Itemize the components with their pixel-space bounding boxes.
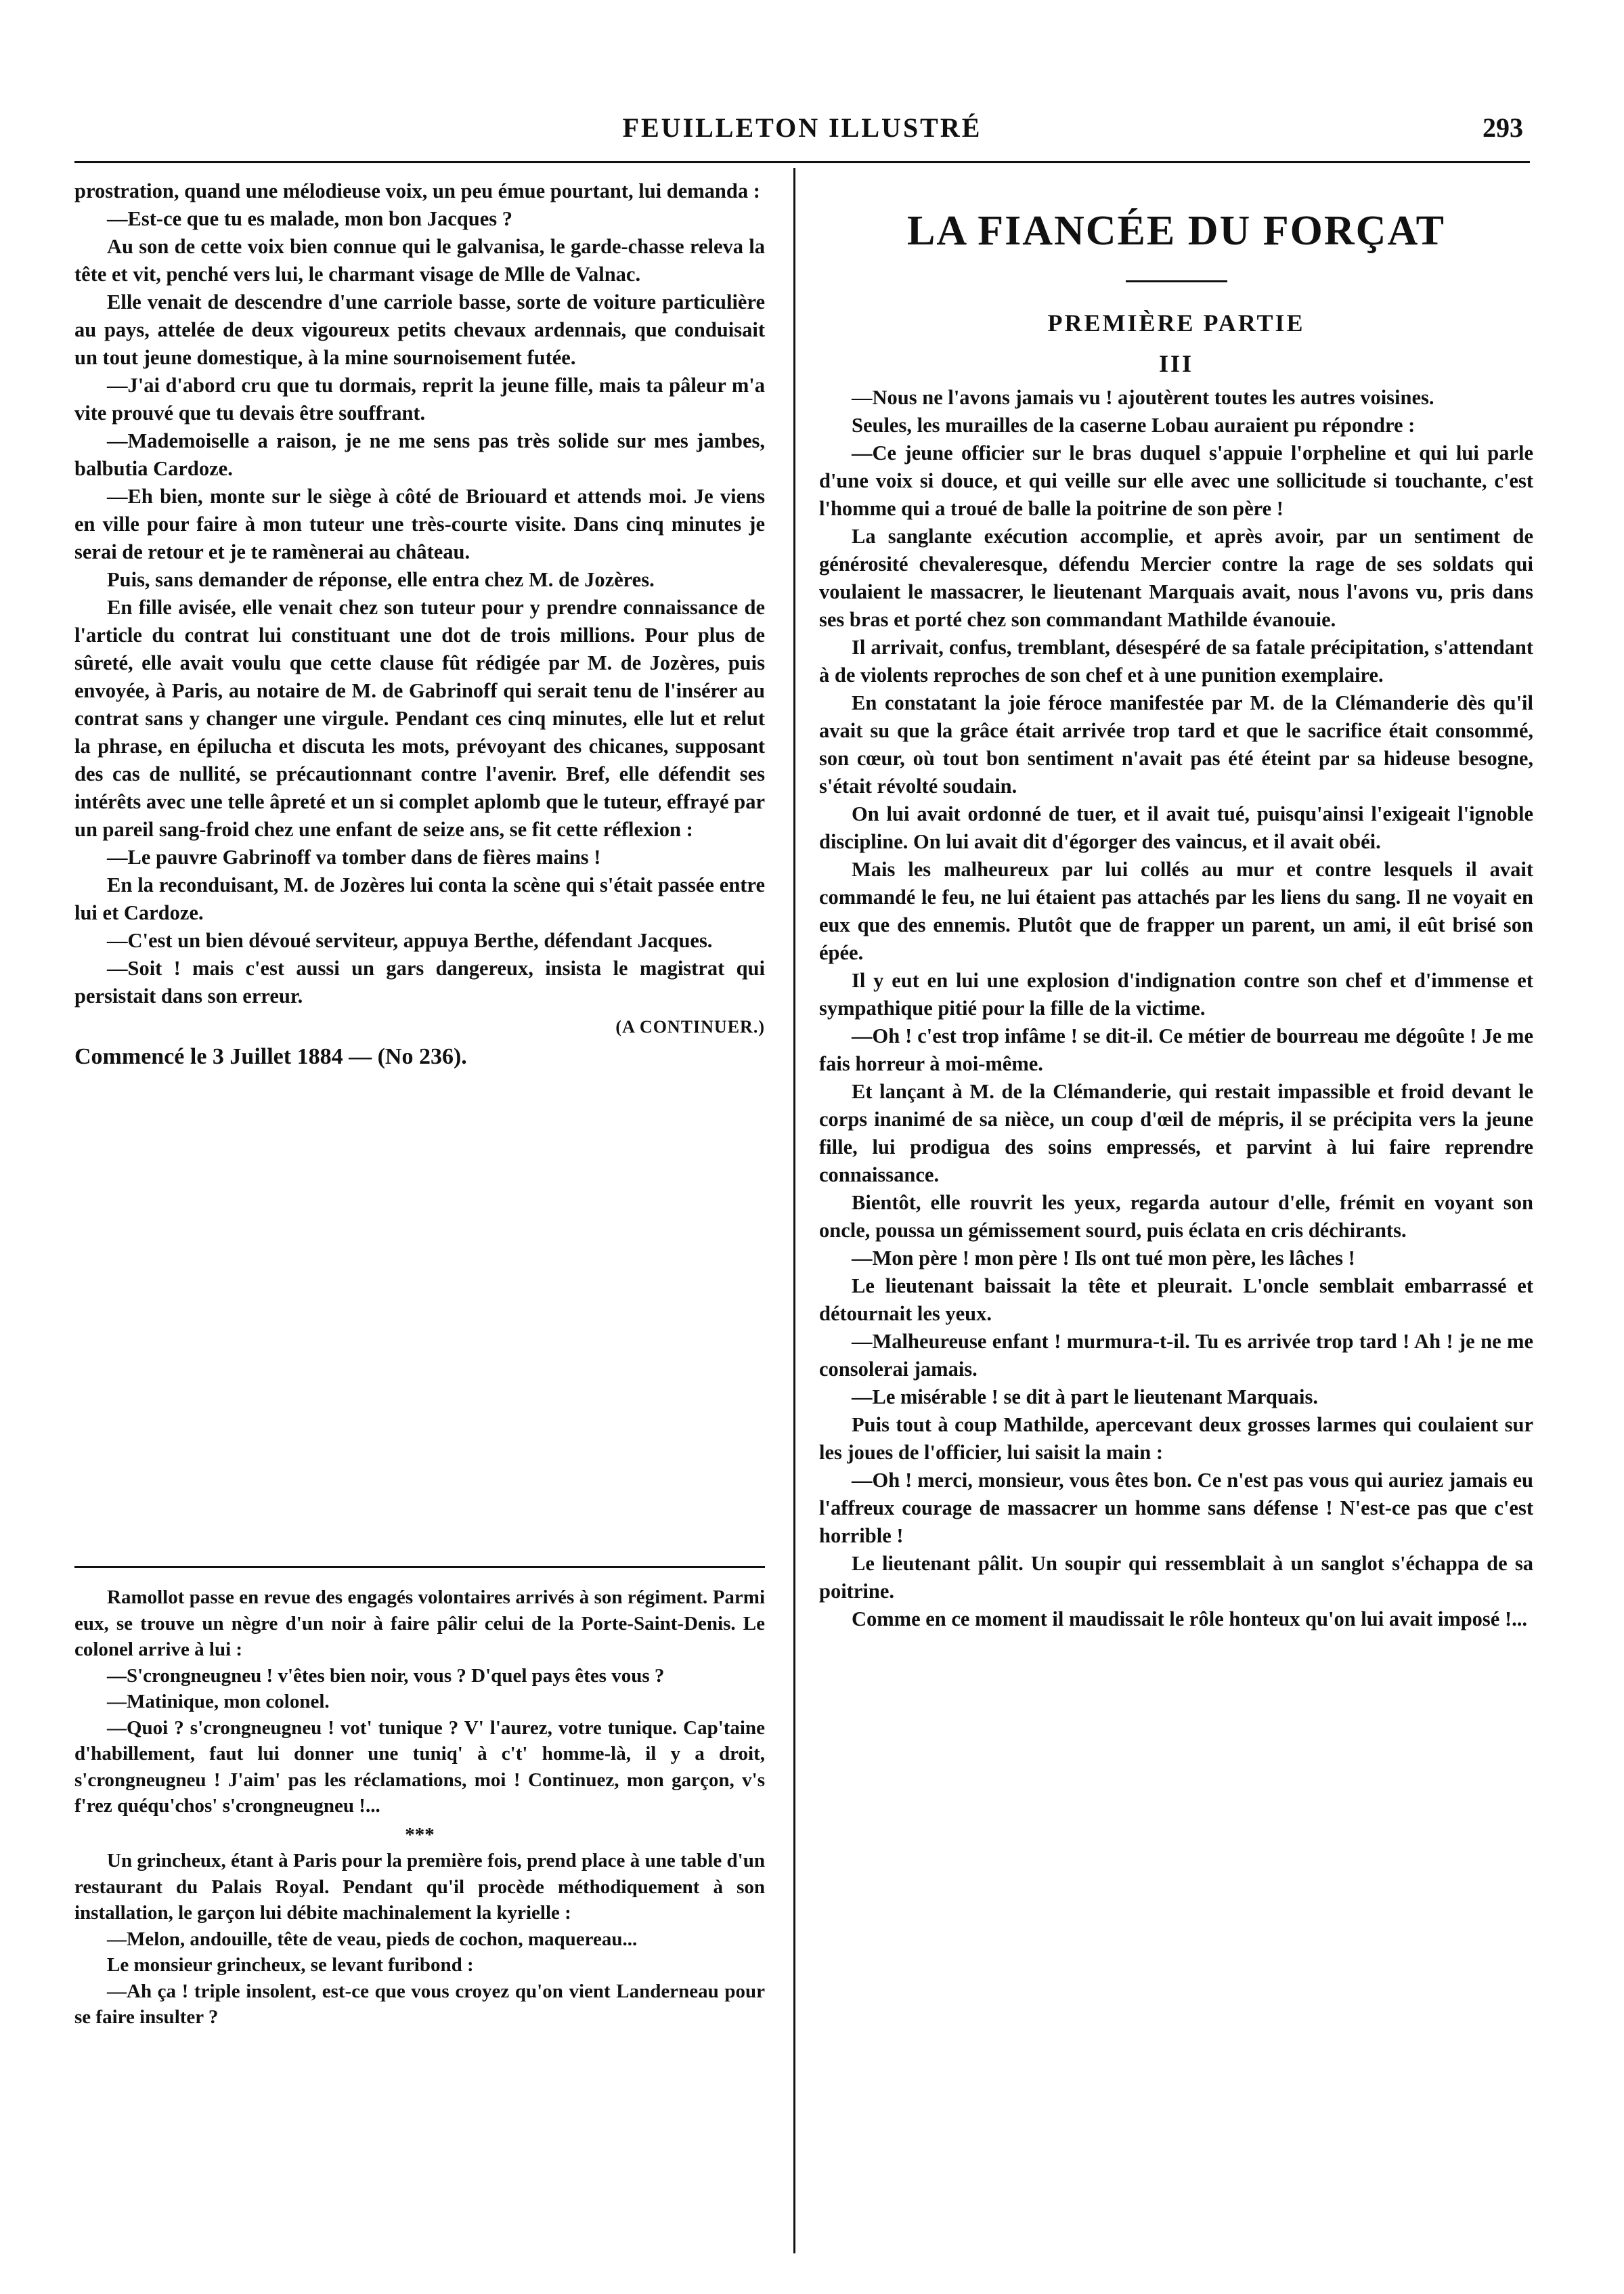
- paragraph: —Ah ça ! triple insolent, est-ce que vous croyez qu'on vient Landerneau pour se faire insulter ?: [74, 1980, 765, 2028]
- paragraph: —Quoi ? s'crongneugneu ! vot' tunique ? V' l'aurez, votre tunique. Cap'taine d'habillement, faut lui donner une tuniq' à c't' homme-là, il y a droit, s'crongneugneu ! J'aim' pas les réclamations, moi ! Continuez, mon garçon, v's f'rez quéqu'chos' s'crongneugneu !...: [74, 1716, 765, 1817]
- right-column: [819, 177, 1533, 1633]
- paragraph: —Mon père ! mon père ! Ils ont tué mon père, les lâches !: [852, 1247, 1355, 1270]
- paragraph: —Le misérable ! se dit à part le lieutenant Marquais.: [852, 1385, 1319, 1408]
- paragraph: —C'est un bien dévoué serviteur, appuya Berthe, défendant Jacques.: [107, 929, 713, 952]
- paragraph: Et lançant à M. de la Clémanderie, qui restait impassible et froid devant le corps inanimé de sa nièce, un coup d'œil de mépris, il se précipita vers la jeune fille, lui prodigua des soins empressés, et parvint à lui faire reprendre connaissance.: [819, 1080, 1533, 1186]
- paragraph: Puis tout à coup Mathilde, apercevant deux grosses larmes qui coulaient sur les joues de l'officier, lui saisit la main :: [819, 1413, 1533, 1464]
- paragraph: En la reconduisant, M. de Jozères lui conta la scène qui s'était passée entre lui et Cardoze.: [74, 873, 765, 924]
- paragraph: Mais les malheureux par lui collés au mur et contre lesquels il avait commandé le feu, ne lui étaient pas attachés par les liens du sang. Il ne voyait en eux que des ennemis. Plutôt que de frapper un parent, un ami, il eût brisé son épée.: [819, 858, 1533, 964]
- paragraph: On lui avait ordonné de tuer, et il avait tué, puisqu'ainsi l'exigeait l'ignoble discipline. On lui avait dit d'égorger des vaincus, et il avait obéi.: [819, 802, 1533, 853]
- paragraph: Bientôt, elle rouvrit les yeux, regarda autour d'elle, frémit en voyant son oncle, poussa un gémissement sourd, puis éclata en cris déchirants.: [819, 1191, 1533, 1242]
- paragraph: —Malheureuse enfant ! murmura-t-il. Tu es arrivée trop tard ! Ah ! je ne me consolerai jamais.: [819, 1330, 1533, 1381]
- paragraph: —Le pauvre Gabrinoff va tomber dans de fières mains !: [107, 846, 601, 869]
- paragraph: Le lieutenant pâlit. Un soupir qui ressemblait à un sanglot s'échappa de sa poitrine.: [819, 1552, 1533, 1603]
- section-rule: [74, 1566, 765, 1568]
- paragraph: En constatant la joie féroce manifestée par M. de la Clémanderie dès qu'il avait su que la grâce était arrivée trop tard et que le sacrifice était consommé, son cœur, où tout bon sentiment n'avait pas été éteint par sa hideuse besogne, s'était révolté soudain.: [819, 691, 1533, 798]
- paragraph: —Mademoiselle a raison, je ne me sens pas très solide sur mes jambes, balbutia Cardoze.: [74, 429, 765, 480]
- paragraph: Elle venait de descendre d'une carriole basse, sorte de voiture particulière au pays, attelée de deux vigoureux petits chevaux ardennais, que conduisait un tout jeune domestique, à la mine sournoisement futée.: [74, 290, 765, 369]
- serial-title: LA FIANCÉE DU FORÇAT: [907, 208, 1445, 254]
- header-rule: [74, 161, 1530, 163]
- paragraph: —J'ai d'abord cru que tu dormais, reprit la jeune fille, mais ta pâleur m'a vite prouvé que tu devais être souffrant.: [74, 374, 765, 425]
- paragraph: Seules, les murailles de la caserne Lobau auraient pu répondre :: [852, 414, 1415, 437]
- paragraph: —Soit ! mais c'est aussi un gars dangereux, insista le magistrat qui persistait dans son erreur.: [74, 957, 765, 1008]
- part-heading: PREMIÈRE PARTIE: [1047, 309, 1305, 337]
- to-be-continued: (A CONTINUER.): [615, 1017, 765, 1037]
- paragraph: Le lieutenant baissait la tête et pleurait. L'oncle semblait embarrassé et détournait les yeux.: [819, 1274, 1533, 1325]
- paragraph: —Eh bien, monte sur le siège à côté de Briouard et attends moi. Je viens en ville pour faire à mon tuteur une très-courte visite. Dans cinq minutes je serai de retour et je te ramènerai au château.: [74, 485, 765, 563]
- paragraph: La sanglante exécution accomplie, et après avoir, par un sentiment de générosité chevaleresque, défendu Mercier contre la rage de ses soldats qui voulaient le massacrer, le lieutenant Marquais avait, nous l'avons vu, pris dans ses bras et porté chez son commandant Mathilde évanouie.: [819, 525, 1533, 631]
- left-column: [74, 177, 765, 1072]
- paragraph: Il y eut en lui une explosion d'indignation contre son chef et d'immense et sympathique pitié pour la fille de la victime.: [819, 969, 1533, 1020]
- paragraph: Puis, sans demander de réponse, elle entra chez M. de Jozères.: [107, 568, 655, 591]
- paragraph: —Oh ! merci, monsieur, vous êtes bon. Ce n'est pas vous qui auriez jamais eu l'affreux courage de massacrer un homme sans défense ! N'est-ce pas que c'est horrible !: [819, 1469, 1533, 1547]
- paragraph: —S'crongneugneu ! v'êtes bien noir, vous ? D'quel pays êtes vous ?: [107, 1664, 665, 1687]
- paragraph: prostration, quand une mélodieuse voix, un peu émue pourtant, lui demanda :: [74, 179, 760, 202]
- paragraph: Au son de cette voix bien connue qui le galvanisa, le garde-chasse releva la tête et vit, penché vers lui, le charmant visage de Mlle de Valnac.: [74, 235, 765, 286]
- paragraph: Comme en ce moment il maudissait le rôle honteux qu'on lui avait imposé !...: [852, 1607, 1527, 1630]
- paragraph: —Matinique, mon colonel.: [107, 1691, 330, 1712]
- asterism-separator: ***: [405, 1823, 435, 1846]
- paragraph: Un grincheux, étant à Paris pour la première fois, prend place à une table d'un restaurant du Palais Royal. Pendant qu'il procède méthodiquement à son installation, le garçon lui débite machinalement la kyrielle :: [74, 1850, 765, 1924]
- chapter-heading: III: [1158, 350, 1194, 377]
- paragraph: —Nous ne l'avons jamais vu ! ajoutèrent toutes les autres voisines.: [852, 386, 1434, 409]
- column-divider: [793, 168, 795, 2253]
- title-rule: [1126, 280, 1227, 282]
- paragraph: —Est-ce que tu es malade, mon bon Jacques ?: [107, 207, 513, 230]
- paragraph: —Melon, andouille, tête de veau, pieds de cochon, maquereau...: [107, 1928, 638, 1950]
- paragraph: En fille avisée, elle venait chez son tuteur pour y prendre connaissance de l'article du contrat lui constituant une dot de trois millions. Pour plus de sûreté, elle avait voulu que cette clause fût rédigée par M. de Jozères, puis envoyée, à Paris, au notaire de M. de Gabrinoff qui serait tenu de l'insérer au contrat sans y changer une virgule. Pendant ces cinq minutes, elle lut et relut la phrase, en épilucha et discuta les mots, prévoyant des chicanes, supposant des cas de nullité, se précautionnant contre l'avenir. Bref, elle défendit ses intérêts avec une telle âpreté et un si complet aplomb que le tuteur, effrayé par un pareil sang-froid chez une enfant de seize ans, se fit cette réflexion :: [74, 596, 765, 841]
- paragraph: Le monsieur grincheux, se levant furibond :: [107, 1954, 474, 1976]
- page-number: 293: [1483, 112, 1523, 143]
- anecdotes-section: [74, 1584, 765, 2031]
- paragraph: —Oh ! c'est trop infâme ! se dit-il. Ce métier de bourreau me dégoûte ! Je me fais horreur à moi-même.: [819, 1024, 1533, 1075]
- paragraph: Ramollot passe en revue des engagés volontaires arrivés à son régiment. Parmi eux, se trouve un nègre d'un noir à faire pâlir celui de la Porte-Saint-Denis. Le colonel arrive à lui :: [74, 1586, 765, 1660]
- running-header: [74, 112, 1530, 152]
- paragraph: Il arrivait, confus, tremblant, désespéré de sa fatale précipitation, s'attendant à de violents reproches de son chef et à une punition exemplaire.: [819, 636, 1533, 687]
- header-title: FEUILLETON ILLUSTRÉ: [622, 112, 982, 143]
- serial-start-note: Commencé le 3 Juillet 1884 — (No 236).: [74, 1044, 467, 1069]
- paragraph: —Ce jeune officier sur le bras duquel s'appuie l'orpheline et qui lui parle d'une voix si douce, et qui veille sur elle avec une sollicitude si touchante, c'est l'homme qui a troué de balle la poitrine de son père !: [819, 441, 1533, 520]
